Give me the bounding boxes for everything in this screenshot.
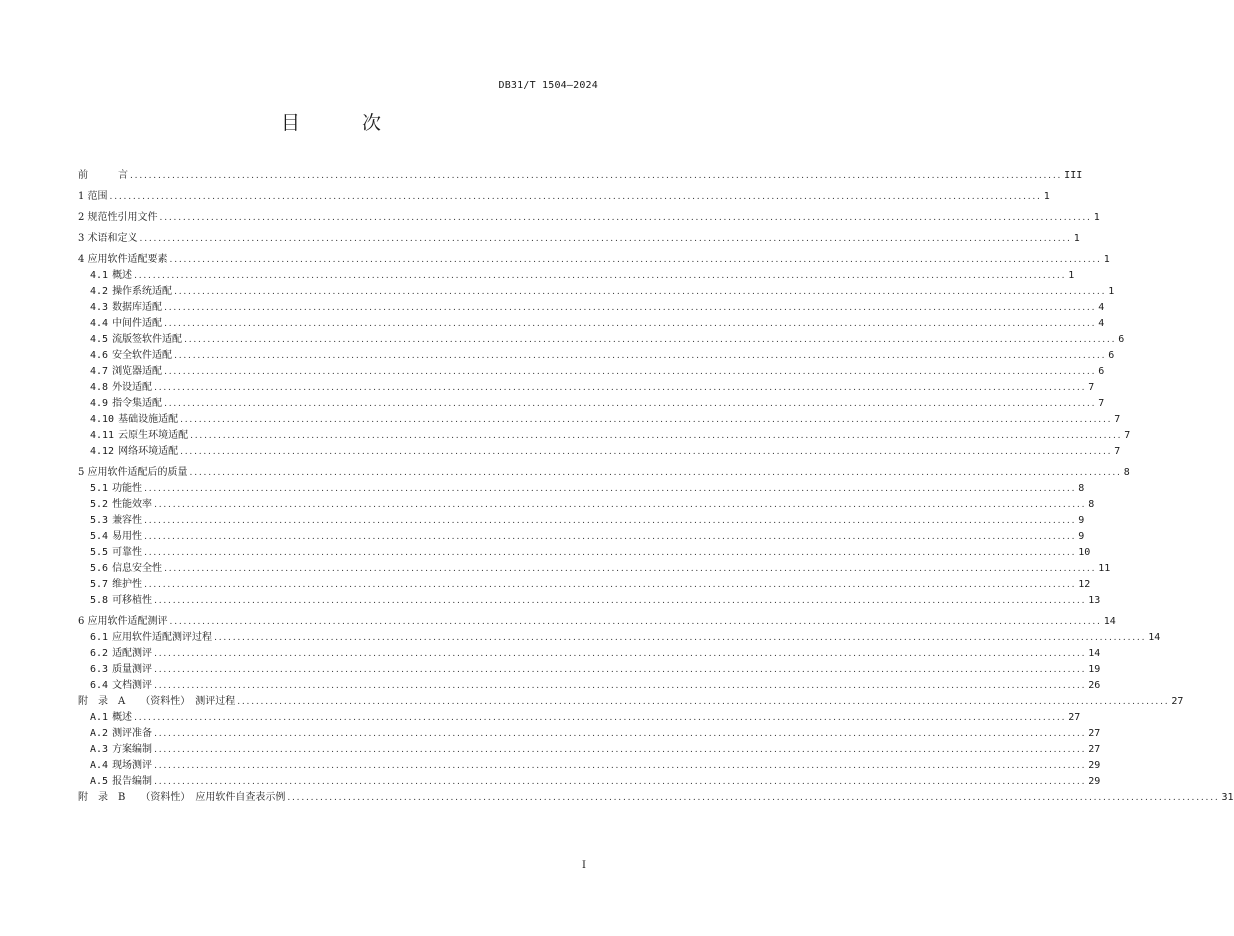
toc-entry-number: 6.3 bbox=[90, 664, 109, 675]
toc-entry-number: A.5 bbox=[90, 776, 109, 787]
dot-leader: ........................................................................................................................................................................................................ bbox=[159, 213, 1092, 223]
dot-leader: ........................................................................................................................................................................................................ bbox=[237, 697, 1170, 707]
toc-entry-label: 3 术语和定义 bbox=[78, 233, 138, 244]
toc-entry-number: 4.6 bbox=[90, 350, 109, 361]
toc-entry-page: 7 bbox=[1114, 414, 1121, 425]
toc-entry[interactable] bbox=[78, 254, 1110, 266]
toc-entry-label: 可靠性 bbox=[112, 547, 143, 558]
toc-entry-page: 4 bbox=[1098, 318, 1105, 329]
dot-leader: ........................................................................................................................................................................................................ bbox=[154, 777, 1087, 787]
toc-entry[interactable] bbox=[78, 680, 1101, 692]
toc-entry-number: A.1 bbox=[90, 712, 109, 723]
dot-leader: ........................................................................................................................................................................................................ bbox=[174, 287, 1107, 297]
toc-entry[interactable] bbox=[78, 382, 1095, 394]
toc-entry-page: 10 bbox=[1078, 547, 1091, 558]
dot-leader: ........................................................................................................................................................................................................ bbox=[134, 271, 1067, 281]
toc-entry-page: 7 bbox=[1098, 398, 1105, 409]
toc-entry-label: 指令集适配 bbox=[112, 398, 163, 409]
dot-leader: ........................................................................................................................................................................................................ bbox=[287, 793, 1220, 803]
dot-leader: ........................................................................................................................................................................................................ bbox=[144, 516, 1077, 526]
toc-entry-label: 现场测评 bbox=[112, 760, 153, 771]
toc-entry-label: 中间件适配 bbox=[112, 318, 163, 329]
toc-entry-number: 5.8 bbox=[90, 595, 109, 606]
toc-entry[interactable] bbox=[78, 302, 1105, 314]
toc-entry-number: 4.4 bbox=[90, 318, 109, 329]
toc-entry[interactable] bbox=[78, 632, 1161, 644]
toc-entry-number: 6.1 bbox=[90, 632, 109, 643]
toc-entry-page: 12 bbox=[1078, 579, 1091, 590]
toc-entry-page: 1 bbox=[1043, 191, 1050, 202]
dot-leader: ........................................................................................................................................................................................................ bbox=[190, 431, 1123, 441]
toc-entry[interactable] bbox=[78, 696, 1184, 708]
toc-entry-page: 8 bbox=[1078, 483, 1085, 494]
toc-entry-label: 维护性 bbox=[112, 579, 143, 590]
dot-leader: ........................................................................................................................................................................................................ bbox=[174, 351, 1107, 361]
toc-entry[interactable] bbox=[78, 792, 1234, 804]
toc-entry-page: 1 bbox=[1093, 212, 1100, 223]
toc-entry-number: 4.12 bbox=[90, 446, 115, 457]
toc-entry[interactable] bbox=[78, 515, 1085, 527]
toc-entry-page: 27 bbox=[1171, 696, 1184, 707]
toc-entry-label: 操作系统适配 bbox=[112, 286, 173, 297]
toc-entry-label: 概述 bbox=[112, 270, 133, 281]
toc-entry-page: 1 bbox=[1108, 286, 1115, 297]
dot-leader: ........................................................................................................................................................................................................ bbox=[164, 303, 1097, 313]
dot-leader: ........................................................................................................................................................................................................ bbox=[154, 745, 1087, 755]
table-of-contents bbox=[78, 170, 1234, 804]
toc-entry[interactable] bbox=[78, 318, 1105, 330]
toc-entry-page: 1 bbox=[1073, 233, 1080, 244]
toc-entry-number: 4.10 bbox=[90, 414, 115, 425]
toc-entry[interactable] bbox=[78, 760, 1101, 772]
toc-entry-label: 方案编制 bbox=[112, 744, 153, 755]
toc-entry[interactable] bbox=[78, 233, 1080, 245]
toc-entry-page: 27 bbox=[1068, 712, 1081, 723]
toc-entry-label: 数据库适配 bbox=[112, 302, 163, 313]
toc-entry-page: 9 bbox=[1078, 531, 1085, 542]
toc-entry-number: A.3 bbox=[90, 744, 109, 755]
dot-leader: ........................................................................................................................................................................................................ bbox=[130, 171, 1063, 181]
dot-leader: ........................................................................................................................................................................................................ bbox=[169, 255, 1102, 265]
toc-entry-number: A.4 bbox=[90, 760, 109, 771]
toc-entry-label: 报告编制 bbox=[112, 776, 153, 787]
toc-entry-label: 浏览器适配 bbox=[112, 366, 163, 377]
toc-entry-number: A.2 bbox=[90, 728, 109, 739]
dot-leader: ........................................................................................................................................................................................................ bbox=[164, 564, 1097, 574]
toc-entry[interactable] bbox=[78, 430, 1131, 442]
toc-entry-label: 安全软件适配 bbox=[112, 350, 173, 361]
dot-leader: ........................................................................................................................................................................................................ bbox=[154, 500, 1087, 510]
page-number: I bbox=[582, 860, 586, 871]
toc-entry-page: 8 bbox=[1123, 467, 1130, 478]
standard-code: DB31/T 1504—2024 bbox=[498, 80, 598, 91]
toc-entry[interactable] bbox=[78, 499, 1095, 511]
toc-entry[interactable] bbox=[78, 664, 1101, 676]
toc-entry-page: 11 bbox=[1098, 563, 1111, 574]
toc-entry-page: 8 bbox=[1088, 499, 1095, 510]
toc-entry[interactable] bbox=[78, 350, 1115, 362]
toc-entry-number: 4.2 bbox=[90, 286, 109, 297]
toc-entry[interactable] bbox=[78, 744, 1101, 756]
toc-entry[interactable] bbox=[78, 595, 1101, 607]
toc-entry-page: 6 bbox=[1118, 334, 1125, 345]
toc-entry-label: 5 应用软件适配后的质量 bbox=[78, 467, 188, 478]
toc-entry-page: 26 bbox=[1088, 680, 1101, 691]
dot-leader: ........................................................................................................................................................................................................ bbox=[164, 367, 1097, 377]
dot-leader: ........................................................................................................................................................................................................ bbox=[144, 484, 1077, 494]
toc-entry-number: 4.3 bbox=[90, 302, 109, 313]
toc-entry-label: 文档测评 bbox=[112, 680, 153, 691]
toc-entry[interactable] bbox=[78, 467, 1130, 479]
toc-entry[interactable] bbox=[78, 270, 1075, 282]
toc-entry-number: 4.5 bbox=[90, 334, 109, 345]
toc-entry[interactable] bbox=[78, 366, 1105, 378]
toc-entry-number: 5.2 bbox=[90, 499, 109, 510]
dot-leader: ........................................................................................................................................................................................................ bbox=[180, 447, 1113, 457]
dot-leader: ........................................................................................................................................................................................................ bbox=[154, 729, 1087, 739]
dot-leader: ........................................................................................................................................................................................................ bbox=[144, 532, 1077, 542]
toc-entry[interactable] bbox=[78, 712, 1081, 724]
toc-entry[interactable] bbox=[78, 547, 1091, 559]
toc-entry[interactable] bbox=[78, 483, 1085, 495]
dot-leader: ........................................................................................................................................................................................................ bbox=[139, 234, 1072, 244]
dot-leader: ........................................................................................................................................................................................................ bbox=[109, 192, 1042, 202]
toc-entry-page: 27 bbox=[1088, 728, 1101, 739]
toc-entry-number: 4.11 bbox=[90, 430, 115, 441]
toc-entry[interactable] bbox=[78, 728, 1101, 740]
toc-entry-number: 6.4 bbox=[90, 680, 109, 691]
toc-entry-number: 5.4 bbox=[90, 531, 109, 542]
dot-leader: ........................................................................................................................................................................................................ bbox=[169, 617, 1102, 627]
toc-entry-page: 19 bbox=[1088, 664, 1101, 675]
dot-leader: ........................................................................................................................................................................................................ bbox=[189, 468, 1122, 478]
toc-entry-label: 网络环境适配 bbox=[118, 446, 179, 457]
toc-entry-label: 附 录 B （资料性） 应用软件自查表示例 bbox=[78, 792, 286, 803]
dot-leader: ........................................................................................................................................................................................................ bbox=[144, 548, 1077, 558]
toc-entry-label: 1 范围 bbox=[78, 191, 108, 202]
toc-entry[interactable] bbox=[78, 446, 1121, 458]
toc-entry-label: 质量测评 bbox=[112, 664, 153, 675]
toc-entry[interactable] bbox=[78, 579, 1091, 591]
toc-entry-page: 14 bbox=[1088, 648, 1101, 659]
toc-entry-label: 6 应用软件适配测评 bbox=[78, 616, 168, 627]
toc-entry-label: 4 应用软件适配要素 bbox=[78, 254, 168, 265]
toc-entry[interactable] bbox=[78, 648, 1101, 660]
toc-entry-number: 4.9 bbox=[90, 398, 109, 409]
toc-entry[interactable] bbox=[78, 334, 1125, 346]
toc-entry-page: 29 bbox=[1088, 760, 1101, 771]
dot-leader: ........................................................................................................................................................................................................ bbox=[154, 681, 1087, 691]
toc-entry-number: 5.3 bbox=[90, 515, 109, 526]
toc-entry-page: 4 bbox=[1098, 302, 1105, 313]
dot-leader: ........................................................................................................................................................................................................ bbox=[164, 319, 1097, 329]
toc-entry-number: 5.5 bbox=[90, 547, 109, 558]
toc-entry[interactable] bbox=[78, 776, 1101, 788]
dot-leader: ........................................................................................................................................................................................................ bbox=[154, 649, 1087, 659]
dot-leader: ........................................................................................................................................................................................................ bbox=[144, 580, 1077, 590]
dot-leader: ........................................................................................................................................................................................................ bbox=[154, 761, 1087, 771]
toc-entry-number: 4.1 bbox=[90, 270, 109, 281]
toc-entry-page: 29 bbox=[1088, 776, 1101, 787]
toc-entry-page: 6 bbox=[1108, 350, 1115, 361]
toc-entry-page: 27 bbox=[1088, 744, 1101, 755]
toc-entry-page: 6 bbox=[1098, 366, 1105, 377]
page-title: 目 次 bbox=[280, 112, 410, 134]
toc-entry-label: 测评准备 bbox=[112, 728, 153, 739]
dot-leader: ........................................................................................................................................................................................................ bbox=[214, 633, 1147, 643]
toc-entry-label: 易用性 bbox=[112, 531, 143, 542]
toc-entry-number: 6.2 bbox=[90, 648, 109, 659]
toc-entry-number: 4.8 bbox=[90, 382, 109, 393]
toc-entry-label: 适配测评 bbox=[112, 648, 153, 659]
toc-entry-page: 14 bbox=[1103, 616, 1116, 627]
toc-entry-page: 13 bbox=[1088, 595, 1101, 606]
toc-entry[interactable] bbox=[78, 191, 1050, 203]
toc-entry-number: 5.1 bbox=[90, 483, 109, 494]
toc-entry-label: 附 录 A （资料性） 测评过程 bbox=[78, 696, 236, 707]
dot-leader: ........................................................................................................................................................................................................ bbox=[154, 596, 1087, 606]
toc-entry[interactable] bbox=[78, 616, 1116, 628]
toc-entry[interactable] bbox=[78, 531, 1085, 543]
toc-entry-page: III bbox=[1064, 170, 1083, 181]
toc-entry[interactable] bbox=[78, 212, 1100, 224]
toc-entry-page: 7 bbox=[1114, 446, 1121, 457]
toc-entry-label: 基础设施适配 bbox=[118, 414, 179, 425]
toc-entry-number: 5.6 bbox=[90, 563, 109, 574]
dot-leader: ........................................................................................................................................................................................................ bbox=[180, 415, 1113, 425]
toc-entry-page: 7 bbox=[1124, 430, 1131, 441]
toc-entry-page: 1 bbox=[1103, 254, 1110, 265]
toc-entry-number: 4.7 bbox=[90, 366, 109, 377]
toc-entry-label: 可移植性 bbox=[112, 595, 153, 606]
toc-entry[interactable] bbox=[78, 563, 1111, 575]
dot-leader: ........................................................................................................................................................................................................ bbox=[164, 399, 1097, 409]
dot-leader: ........................................................................................................................................................................................................ bbox=[154, 383, 1087, 393]
toc-entry[interactable] bbox=[78, 398, 1105, 410]
toc-entry-label: 外设适配 bbox=[112, 382, 153, 393]
dot-leader: ........................................................................................................................................................................................................ bbox=[134, 713, 1067, 723]
toc-entry-label: 云原生环境适配 bbox=[118, 430, 189, 441]
toc-entry-page: 31 bbox=[1221, 792, 1234, 803]
toc-entry[interactable] bbox=[78, 414, 1121, 426]
toc-entry[interactable] bbox=[78, 286, 1115, 298]
toc-entry-page: 1 bbox=[1068, 270, 1075, 281]
toc-entry-label: 应用软件适配测评过程 bbox=[112, 632, 213, 643]
toc-entry-label: 信息安全性 bbox=[112, 563, 163, 574]
dot-leader: ........................................................................................................................................................................................................ bbox=[184, 335, 1117, 345]
toc-entry-page: 9 bbox=[1078, 515, 1085, 526]
toc-entry-label: 2 规范性引用文件 bbox=[78, 212, 158, 223]
toc-entry-page: 14 bbox=[1148, 632, 1161, 643]
toc-entry-number: 5.7 bbox=[90, 579, 109, 590]
toc-entry-label: 功能性 bbox=[112, 483, 143, 494]
toc-entry-label: 概述 bbox=[112, 712, 133, 723]
toc-entry-label: 性能效率 bbox=[112, 499, 153, 510]
toc-entry-label: 兼容性 bbox=[112, 515, 143, 526]
toc-entry-label: 流版签软件适配 bbox=[112, 334, 183, 345]
toc-entry[interactable] bbox=[78, 170, 1083, 182]
toc-entry-label: 前 言 bbox=[78, 170, 128, 181]
dot-leader: ........................................................................................................................................................................................................ bbox=[154, 665, 1087, 675]
toc-entry-page: 7 bbox=[1088, 382, 1095, 393]
